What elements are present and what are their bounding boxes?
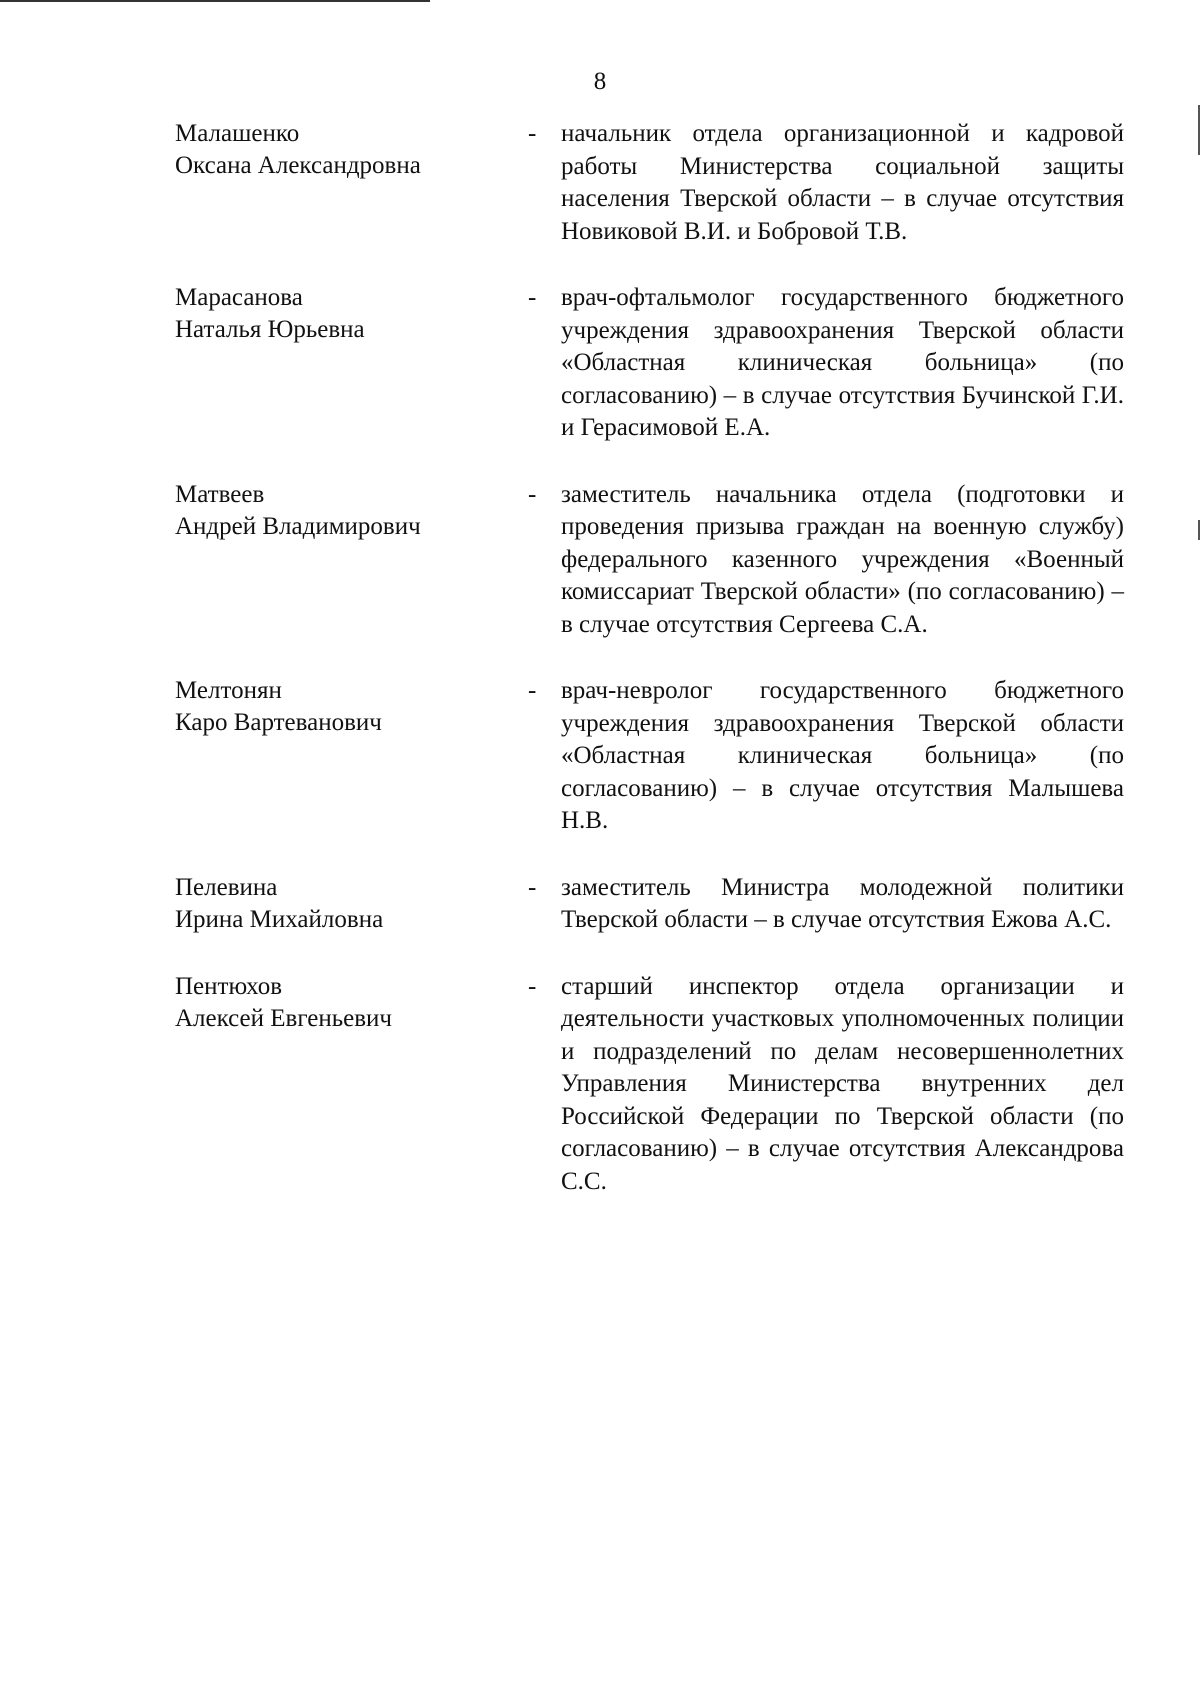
member-surname: Мелтонян: [175, 677, 282, 704]
entry-dash: -: [528, 480, 537, 508]
member-entry: [0, 479, 1200, 642]
member-position: начальник отдела организационной и кадровой работы Министерства социальной защиты населения Тверской области – в случае отсутствия Новиковой В.И. и Бобровой Т.В.: [561, 120, 1124, 245]
member-entry: [0, 282, 1200, 445]
page-number: 8: [593, 68, 607, 95]
member-entry: [0, 872, 1200, 937]
member-list: [0, 118, 1200, 1198]
entry-dash: -: [528, 284, 537, 311]
member-position: врач-невролог государственного бюджетного учреждения здравоохранения Тверской области «Областная клиническая больница» (по согласованию) – в случае отсутствия Малышева Н.В.: [561, 677, 1124, 834]
entry-dash: -: [528, 873, 537, 901]
member-entry: [0, 675, 1200, 838]
member-given-names: Оксана Александровна: [175, 152, 421, 179]
member-name: [175, 479, 495, 543]
member-surname: Марасанова: [175, 284, 303, 311]
member-name: [175, 971, 495, 1035]
member-surname: Пентюхов: [175, 972, 283, 1000]
member-given-names: Андрей Владимирович: [175, 512, 421, 540]
member-given-names: Наталья Юрьевна: [175, 316, 365, 343]
member-entry: [0, 118, 1200, 248]
member-surname: Пелевина: [175, 873, 278, 901]
member-surname: Малашенко: [175, 120, 300, 147]
member-name: [175, 872, 495, 936]
member-given-names: Алексей Евгеньевич: [175, 1004, 393, 1032]
member-name: [175, 118, 495, 182]
member-position: врач-офтальмолог государственного бюджетного учреждения здравоохранения Тверской области «Областная клиническая больница» (по согласованию) – в случае отсутствия Бучинской Г.И. и Герасимовой Е.А.: [561, 284, 1124, 441]
member-position: заместитель начальника отдела (подготовки и проведения призыва граждан на военную службу) федерального казенного учреждения «Военный комиссариат Тверской области» (по согласованию) – в случае отсутствия Сергеева С.А.: [561, 480, 1124, 638]
member-entry: [0, 971, 1200, 1199]
member-surname: Матвеев: [175, 480, 265, 508]
member-position: заместитель Министра молодежной политики Тверской области – в случае отсутствия Ежова А.С.: [561, 873, 1124, 933]
member-position: старший инспектор отдела организации и деятельности участковых уполномоченных полиции и подразделений по делам несовершеннолетних Управления Министерства внутренних дел Российской Федерации по Тверской области (по согласованию) – в случае отсутствия Александрова С.С.: [561, 972, 1124, 1195]
scan-border-line: [0, 0, 430, 2]
member-name: [175, 675, 495, 739]
entry-dash: -: [528, 972, 537, 1000]
member-given-names: Ирина Михайловна: [175, 905, 384, 933]
member-given-names: Каро Вартеванович: [175, 709, 382, 736]
entry-dash: -: [528, 120, 537, 147]
member-name: [175, 282, 495, 346]
entry-dash: -: [528, 677, 537, 704]
